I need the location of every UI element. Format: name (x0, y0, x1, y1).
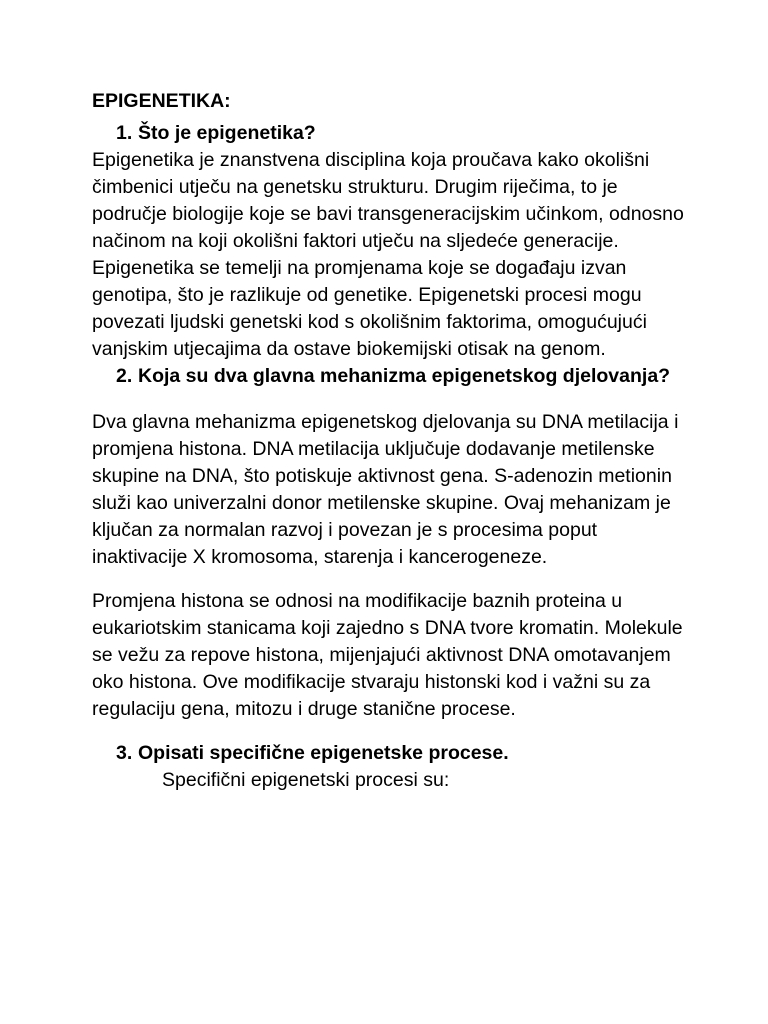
spacer (92, 723, 688, 740)
document-page (92, 88, 688, 794)
document-title: EPIGENETIKA: (92, 90, 231, 112)
question-2-text: Koja su dva glavna mehanizma epigenetskog djelovanja? (138, 365, 671, 387)
question-1-text: Što je epigenetika? (138, 122, 316, 144)
question-1 (92, 120, 688, 147)
question-3-number: 3. (116, 742, 133, 764)
question-3-text: Opisati specifične epigenetske procese. (138, 742, 509, 764)
question-1-number: 1. (116, 122, 133, 144)
answer-3-paragraph-1: Specifični epigenetski procesi su: (162, 769, 450, 791)
answer-2-paragraph-1: Dva glavna mehanizma epigenetskog djelovanja su DNA metilacija i promjena histona. DNA metilacija uključuje dodavanje metilenske skupine na DNA, što potiskuje aktivnost gena. S-adenozin metionin služi kao univerzalni donor metilenske skupine. Ovaj mehanizam je ključan za normalan razvoj i povezan je s procesima poput inaktivacije X kromosoma, starenja i kancerogeneze. (92, 411, 679, 568)
spacer (92, 390, 688, 409)
question-2-number: 2. (116, 365, 133, 387)
question-2 (92, 363, 688, 390)
answer-1-paragraph-1: Epigenetika je znanstvena disciplina koja proučava kako okolišni čimbenici utječu na genetsku strukturu. Drugim riječima, to je područje biologije koje se bavi transgeneracijskim učinkom, odnosno načinom na koji okolišni faktori utječu na sljedeće generacije. Epigenetika se temelji na promjenama koje se događaju izvan genotipa, što je razlikuje od genetike. Epigenetski procesi mogu povezati ljudski genetski kod s okolišnim faktorima, omogućujući vanjskim utjecajima da ostave biokemijski otisak na genom. (92, 149, 684, 360)
question-3 (92, 740, 688, 767)
answer-2-paragraph-2: Promjena histona se odnosi na modifikacije baznih proteina u eukariotskim stanicama koji zajedno s DNA tvore kromatin. Molekule se vežu za repove histona, mijenjajući aktivnost DNA omotavanjem oko histona. Ove modifikacije stvaraju histonski kod i važni su za regulaciju gena, mitozu i druge stanične procese. (92, 590, 683, 720)
spacer (92, 571, 688, 588)
